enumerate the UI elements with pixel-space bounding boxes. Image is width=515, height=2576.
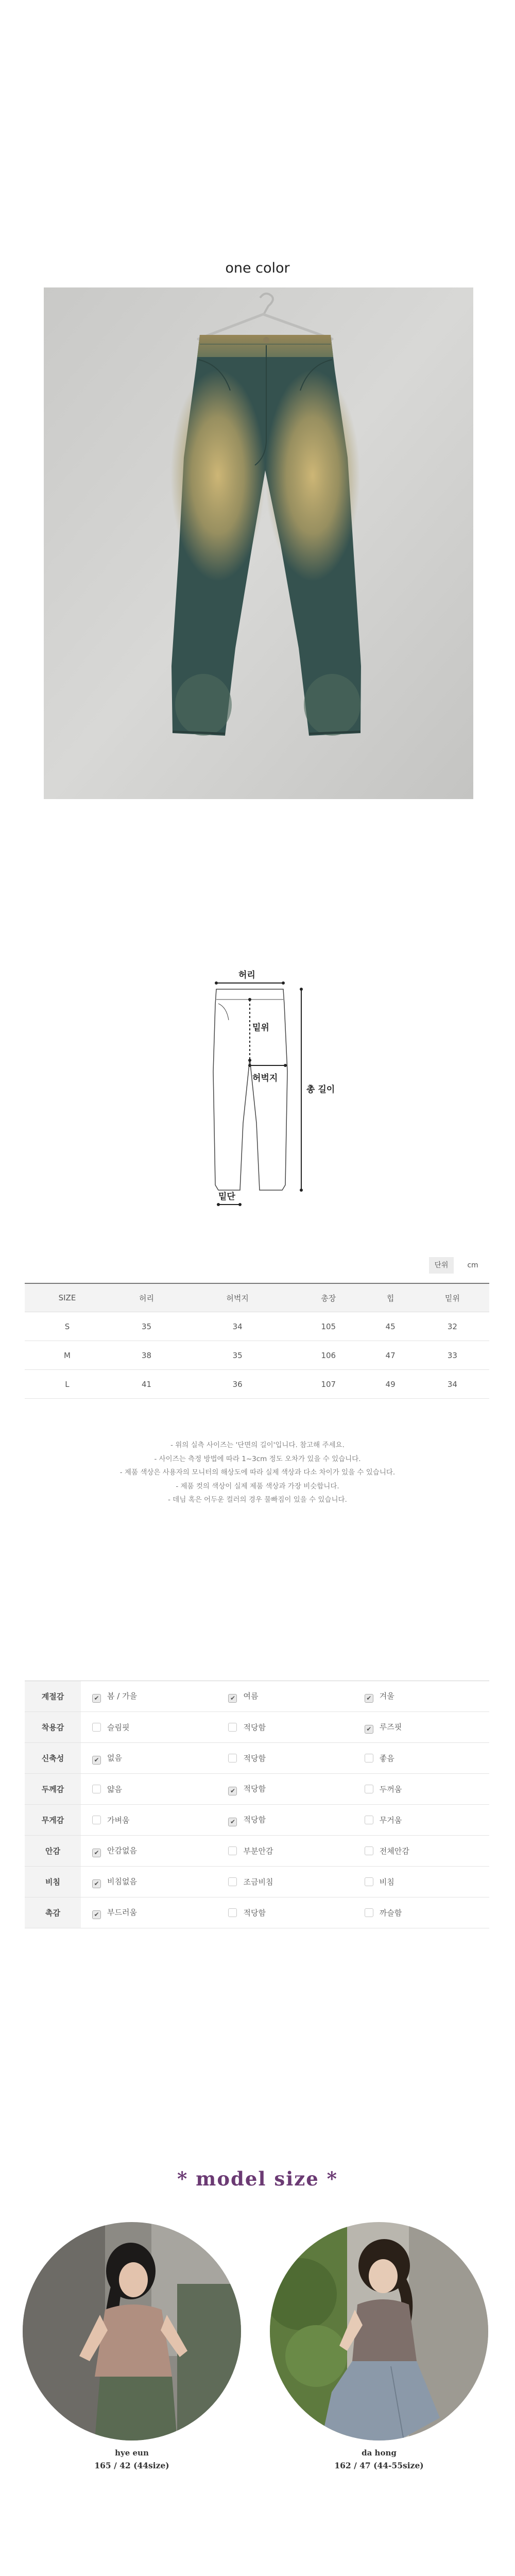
model-name: hye eun xyxy=(115,2448,149,2458)
property-option-label: 부분안감 xyxy=(243,1846,273,1856)
table-cell: 35 xyxy=(141,1321,152,1331)
size-header-waist: 허리 xyxy=(110,1283,183,1312)
property-name: 비침 xyxy=(25,1867,81,1897)
table-cell: S xyxy=(64,1321,70,1331)
property-option-label: 적당함 xyxy=(243,1908,266,1918)
checkbox-checked-icon: ✔ xyxy=(228,1694,237,1703)
property-option xyxy=(81,1897,217,1928)
table-cell: L xyxy=(65,1379,70,1389)
note-line: - 제품 색상은 사용자의 모니터의 해상도에 따라 실제 색상과 다소 차이가 있을 수 있습니다. xyxy=(119,1468,396,1477)
property-option-label: 안감없음 xyxy=(107,1845,137,1855)
property-option-label: 적당함 xyxy=(243,1754,266,1763)
model-name: da hong xyxy=(362,2448,397,2458)
property-option-label: 전체안감 xyxy=(379,1846,409,1856)
model-measurements: 162 / 47 (44-55size) xyxy=(334,2461,424,2470)
note-line: - 사이즈는 측정 방법에 따라 1~3cm 정도 오차가 있을 수 있습니다. xyxy=(154,1454,361,1463)
unit-value: cm xyxy=(467,1261,478,1269)
size-diagram xyxy=(196,969,381,1236)
table-row xyxy=(25,1370,489,1399)
property-row xyxy=(25,1836,489,1867)
property-option xyxy=(353,1867,489,1897)
table-cell: 35 xyxy=(232,1350,243,1360)
size-header-length: 총장 xyxy=(291,1283,365,1312)
property-option-label: 봄 / 가을 xyxy=(107,1691,138,1701)
checkbox-unchecked-icon xyxy=(365,1816,373,1824)
table-cell: 45 xyxy=(385,1321,396,1331)
property-option xyxy=(353,1774,489,1805)
property-option-label: 적당함 xyxy=(243,1784,266,1793)
property-option xyxy=(81,1681,217,1712)
property-name: 두께감 xyxy=(25,1774,81,1805)
property-option-label: 두꺼움 xyxy=(379,1785,402,1794)
property-option-label: 비침 xyxy=(379,1877,394,1887)
property-option xyxy=(217,1681,353,1712)
table-cell: 38 xyxy=(141,1350,152,1360)
checkbox-unchecked-icon xyxy=(92,1785,101,1793)
table-cell: 106 xyxy=(321,1350,336,1360)
product-photo xyxy=(44,287,473,799)
checkbox-unchecked-icon xyxy=(228,1908,237,1917)
checkbox-checked-icon: ✔ xyxy=(92,1910,101,1919)
property-option xyxy=(81,1836,217,1867)
model-size-heading: * model size * xyxy=(177,2167,338,2190)
property-option xyxy=(353,1805,489,1836)
property-row xyxy=(25,1805,489,1836)
checkbox-unchecked-icon xyxy=(365,1908,373,1917)
table-cell: 41 xyxy=(141,1379,152,1389)
model-photo-da-hong xyxy=(270,2222,488,2441)
property-option-label: 무거움 xyxy=(379,1816,402,1825)
note-line: - 데님 혹은 어두운 컬러의 경우 물빠짐이 있을 수 있습니다. xyxy=(168,1496,347,1504)
property-option xyxy=(217,1774,353,1805)
table-cell: 49 xyxy=(385,1379,396,1389)
size-header-rise: 밑위 xyxy=(416,1283,489,1312)
table-cell: 34 xyxy=(232,1321,243,1331)
property-option xyxy=(353,1681,489,1712)
table-cell: 107 xyxy=(321,1379,336,1389)
property-row xyxy=(25,1712,489,1743)
checkbox-unchecked-icon xyxy=(228,1723,237,1732)
property-option-label: 적당함 xyxy=(243,1815,266,1824)
property-option xyxy=(217,1805,353,1836)
table-cell: 32 xyxy=(447,1321,457,1331)
table-cell: 36 xyxy=(232,1379,243,1389)
property-name: 촉감 xyxy=(25,1897,81,1928)
property-option-label: 루즈핏 xyxy=(379,1722,402,1732)
checkbox-checked-icon: ✔ xyxy=(92,1879,101,1888)
property-row xyxy=(25,1774,489,1805)
property-option xyxy=(81,1743,217,1774)
property-option xyxy=(217,1743,353,1774)
property-name: 안감 xyxy=(25,1836,81,1867)
property-row xyxy=(25,1681,489,1712)
property-option-label: 슬림핏 xyxy=(107,1723,130,1732)
checkbox-unchecked-icon xyxy=(92,1723,101,1732)
note-line: - 제품 컷의 색상이 실제 제품 색상과 가장 비슷합니다. xyxy=(176,1482,339,1490)
property-option xyxy=(353,1836,489,1867)
property-option-label: 조금비침 xyxy=(243,1877,273,1887)
table-row xyxy=(25,1341,489,1370)
property-name: 무게감 xyxy=(25,1805,81,1836)
property-option xyxy=(217,1867,353,1897)
table-cell: 47 xyxy=(385,1350,396,1360)
property-option-label: 가벼움 xyxy=(107,1816,130,1825)
property-option xyxy=(217,1836,353,1867)
checkbox-checked-icon: ✔ xyxy=(228,1787,237,1795)
checkbox-checked-icon: ✔ xyxy=(365,1725,373,1734)
waist-label: 허리 xyxy=(238,970,255,980)
property-name: 신축성 xyxy=(25,1743,81,1774)
property-option xyxy=(353,1712,489,1743)
size-header-size: SIZE xyxy=(25,1283,110,1312)
property-option xyxy=(81,1867,217,1897)
property-option xyxy=(217,1712,353,1743)
property-option-label: 좋음 xyxy=(379,1754,394,1763)
model-measurements: 165 / 42 (44size) xyxy=(94,2461,169,2470)
table-cell: 33 xyxy=(447,1350,457,1360)
checkbox-checked-icon: ✔ xyxy=(228,1818,237,1826)
property-row xyxy=(25,1743,489,1774)
checkbox-checked-icon: ✔ xyxy=(92,1756,101,1765)
property-option-label: 얇음 xyxy=(107,1785,122,1794)
property-row xyxy=(25,1897,489,1928)
size-table-header-row xyxy=(25,1283,489,1312)
property-option xyxy=(81,1712,217,1743)
checkbox-unchecked-icon xyxy=(228,1877,237,1886)
fabric-properties-table xyxy=(25,1681,489,1928)
property-option-label: 없음 xyxy=(107,1753,122,1762)
property-option-label: 부드러움 xyxy=(107,1907,137,1917)
property-option xyxy=(81,1805,217,1836)
checkbox-unchecked-icon xyxy=(228,1754,237,1762)
thigh-label: 허벅지 xyxy=(252,1073,278,1083)
table-cell: M xyxy=(63,1350,71,1360)
hem-label: 밑단 xyxy=(218,1192,235,1202)
property-option-label: 겨울 xyxy=(379,1691,394,1701)
rise-label: 밑위 xyxy=(252,1023,269,1033)
color-title: one color xyxy=(225,260,290,276)
size-table xyxy=(25,1283,489,1399)
checkbox-unchecked-icon xyxy=(365,1785,373,1793)
size-header-hip: 힙 xyxy=(365,1283,415,1312)
checkbox-unchecked-icon xyxy=(365,1877,373,1886)
property-option-label: 적당함 xyxy=(243,1723,266,1732)
property-row xyxy=(25,1867,489,1897)
property-option-label: 여름 xyxy=(243,1691,259,1701)
property-option xyxy=(81,1774,217,1805)
model-photo-hye-eun xyxy=(23,2222,241,2441)
size-notes xyxy=(0,1438,515,1507)
unit-label: 단위 xyxy=(429,1257,454,1274)
checkbox-checked-icon: ✔ xyxy=(92,1849,101,1857)
table-cell: 105 xyxy=(321,1321,336,1331)
note-line: - 위의 실측 사이즈는 '단면의 길이'입니다. 참고해 주세요. xyxy=(170,1441,345,1449)
property-name: 착용감 xyxy=(25,1712,81,1743)
table-cell: 34 xyxy=(447,1379,457,1389)
checkbox-checked-icon: ✔ xyxy=(365,1694,373,1703)
size-header-thigh: 허벅지 xyxy=(183,1283,291,1312)
property-option-label: 까슬함 xyxy=(379,1908,402,1918)
property-option-label: 비침없음 xyxy=(107,1876,137,1886)
property-name: 계절감 xyxy=(25,1681,81,1712)
checkbox-unchecked-icon xyxy=(92,1816,101,1824)
total-length-label: 총 길이 xyxy=(306,1084,335,1095)
checkbox-unchecked-icon xyxy=(365,1846,373,1855)
checkbox-unchecked-icon xyxy=(228,1846,237,1855)
checkbox-unchecked-icon xyxy=(365,1754,373,1762)
property-option xyxy=(217,1897,353,1928)
property-option xyxy=(353,1743,489,1774)
property-option xyxy=(353,1897,489,1928)
checkbox-checked-icon: ✔ xyxy=(92,1694,101,1703)
table-row xyxy=(25,1312,489,1341)
